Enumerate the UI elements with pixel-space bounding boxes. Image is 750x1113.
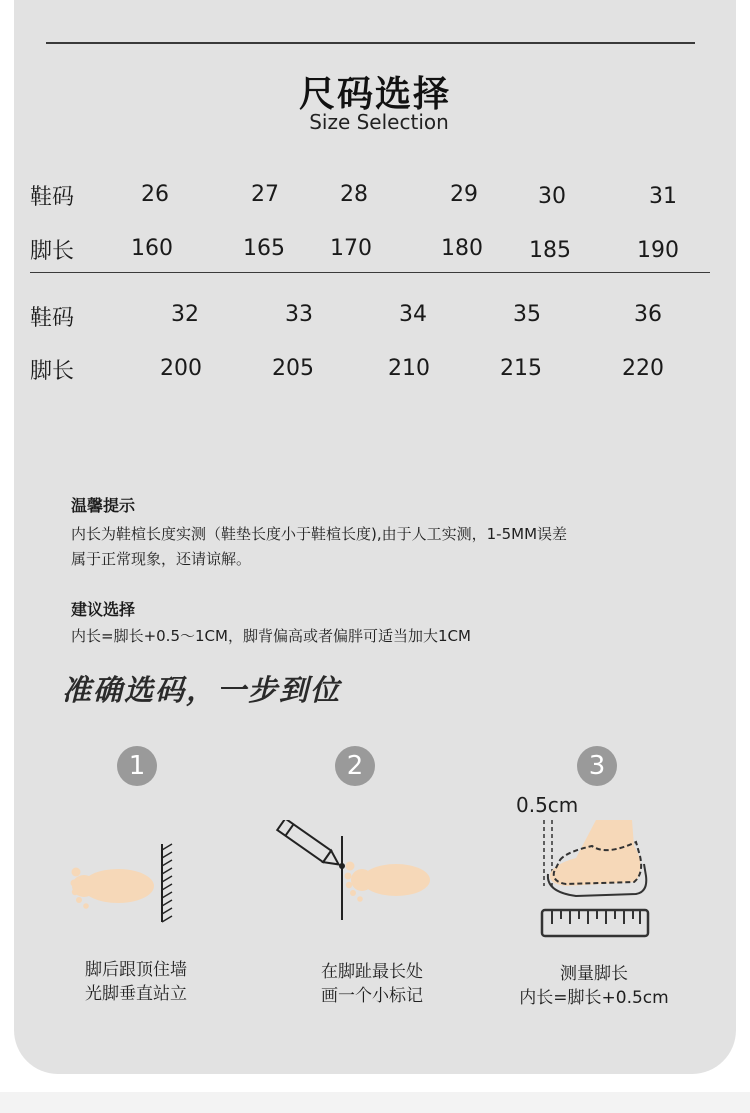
size-cell: 27: [251, 182, 279, 207]
step-caption: [494, 962, 694, 1010]
step-caption-line: 测量脚长: [560, 964, 628, 984]
step-caption-line: 画一个小标记: [321, 986, 423, 1006]
length-cell: 210: [388, 356, 430, 381]
advice-heading: 建议选择: [71, 600, 136, 619]
size-row-label: 鞋码: [30, 185, 75, 210]
size-cell: 28: [340, 182, 368, 207]
size-cell: 36: [634, 302, 662, 327]
length-cell: 180: [441, 236, 483, 261]
measure-shoe-ruler-icon: [536, 816, 656, 940]
step-caption-line: 脚后跟顶住墙: [85, 960, 187, 980]
length-row-label: 脚长: [30, 359, 75, 384]
length-row-label: 脚长: [30, 239, 75, 264]
size-cell: 33: [285, 302, 313, 327]
length-cell: 205: [272, 356, 314, 381]
step-caption-line: 内长=脚长+0.5cm: [519, 988, 669, 1008]
allowance-label: 0.5cm: [516, 793, 579, 817]
step-number: 2: [335, 746, 375, 786]
length-cell: 215: [500, 356, 542, 381]
step-caption: [272, 960, 472, 1008]
length-cell: 160: [131, 236, 173, 261]
size-cell: 34: [399, 302, 427, 327]
length-cell: 190: [637, 238, 679, 263]
length-cell: 185: [529, 238, 571, 263]
tips-heading: 温馨提示: [71, 496, 136, 515]
size-cell: 29: [450, 182, 478, 207]
size-cell: 26: [141, 182, 169, 207]
tips-line: 属于正常现象，还请谅解。: [71, 550, 252, 568]
step-caption: [36, 958, 236, 1006]
length-cell: 200: [160, 356, 202, 381]
page-subtitle: Size Selection: [309, 110, 449, 134]
tips-line: 内长为鞋楦长度实测（鞋垫长度小于鞋楦长度),由于人工实测，1-5MM误差: [71, 525, 568, 543]
page-title: 尺码选择: [298, 74, 451, 115]
advice-line: 内长=脚长+0.5～1CM，脚背偏高或者偏胖可适当加大1CM: [71, 627, 471, 645]
size-cell: 30: [538, 184, 566, 209]
length-cell: 170: [330, 236, 372, 261]
step-caption-line: 光脚垂直站立: [85, 984, 187, 1004]
size-cell: 31: [649, 184, 677, 209]
step-number: 3: [577, 746, 617, 786]
bottom-strip: [0, 1092, 750, 1113]
size-cell: 32: [171, 302, 199, 327]
slogan: 准确选码，一步到位: [62, 673, 342, 707]
pencil-mark-toe-icon: [272, 820, 442, 925]
size-row-label: 鞋码: [30, 306, 75, 331]
step-number: 1: [117, 746, 157, 786]
size-cell: 35: [513, 302, 541, 327]
length-cell: 165: [243, 236, 285, 261]
top-divider: [46, 42, 695, 44]
step-caption-line: 在脚趾最长处: [321, 962, 423, 982]
length-cell: 220: [622, 356, 664, 381]
table-divider: [30, 272, 710, 273]
foot-against-wall-icon: [66, 840, 186, 930]
